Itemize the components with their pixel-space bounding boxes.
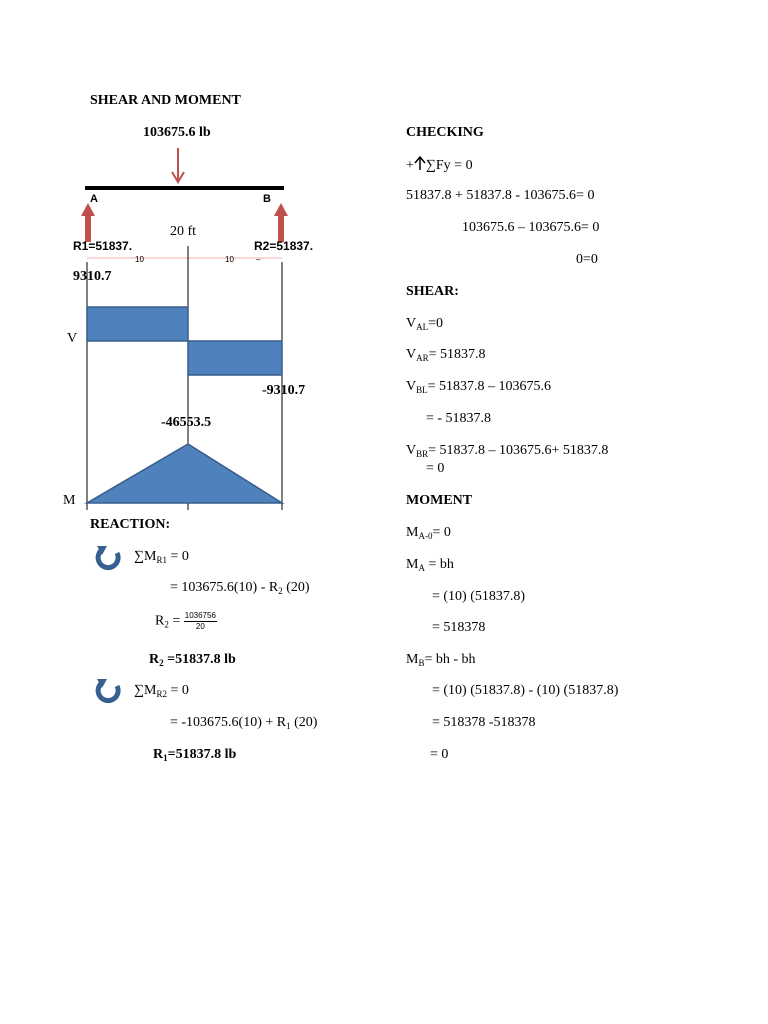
sum-moment-r1: $\sum M_{R1} = 0$ [134, 549, 189, 565]
equation-r2: = $-103675.6(10) + R_1$ (20) [170, 715, 318, 731]
moment-ma0: $M_{A-0}= 0$ [406, 525, 451, 541]
shear-vbl-result: = - 51837.8 [426, 411, 492, 426]
sum-fy: + ∑Fy = 0 [406, 158, 473, 173]
load-arrow [172, 148, 184, 182]
moment-mb-diff: = 518378 -518378 [432, 715, 536, 730]
moment-triangle [87, 444, 282, 503]
reaction-arrow-b [274, 203, 288, 242]
r2-label: R2=51837. [254, 239, 314, 253]
checking-line-1: 51837.8 + 51837.8 - 103675.6= 0 [406, 188, 595, 203]
moment-heading: MOMENT [406, 493, 473, 508]
dim-left-label: 10 [135, 255, 144, 264]
r2-result: $R_2 =51837.8$ lb [149, 652, 236, 668]
checking-line-3: 0=0 [576, 252, 598, 267]
moment-peak-value: -46553.5 [161, 415, 212, 430]
r2-fraction: $R_2$ = $\frac{1036756}{20}$ [155, 611, 216, 631]
shear-var: $V_{AR}= 51837.8$ [406, 347, 486, 363]
checking-heading: CHECKING [406, 125, 484, 140]
shear-block-negative [188, 341, 282, 375]
shear-vbr: $V_{BR}= 51837.8 - 103675.6+ 51837.8$ [406, 443, 609, 459]
checking-line-2: 103675.6 – 103675.6= 0 [462, 220, 600, 235]
moment-ma-calc: = (10) (51837.8) [432, 589, 526, 604]
moment-mb: $M_B=$ bh - bh [406, 652, 476, 668]
moment-ma: $M_A$ = bh [406, 557, 454, 573]
dim-right-label: 10 [225, 255, 234, 264]
reaction-heading: REACTION: [90, 517, 171, 532]
shear-vbl: $V_{BL}= 51837.8 - 103675.6$ [406, 379, 552, 395]
moment-ma-result: = 518378 [432, 620, 486, 635]
shear-negative-value: -9310.7 [262, 383, 306, 398]
rotate-ccw-icon [93, 543, 123, 573]
moment-mb-calc: = (10) (51837.8) - (10) (51837.8) [432, 683, 619, 698]
arrow-up-icon [414, 156, 426, 170]
sum-moment-r2: $\sum M_{R2} = 0$ [134, 683, 189, 699]
support-b-label: B [263, 193, 271, 205]
dim-tick: – [256, 255, 261, 264]
r1-label: R1=51837. [73, 239, 133, 253]
r1-result: $R_1=51837.8$ lb [153, 747, 237, 763]
equation-r1: = $103675.6(10) - R_2$ (20) [170, 580, 310, 596]
shear-val: $V_{AL}=0$ [406, 316, 444, 332]
shear-vbr-result: = 0 [426, 461, 445, 476]
shear-heading: SHEAR: [406, 284, 459, 299]
shear-axis-label: V [67, 331, 78, 346]
moment-mb-result: = 0 [430, 747, 449, 762]
load-label: 103675.6 lb [143, 125, 211, 140]
reaction-arrow-a [81, 203, 95, 242]
page-title: SHEAR AND MOMENT [90, 93, 241, 108]
rotate-ccw-icon [93, 676, 123, 706]
support-a-label: A [90, 193, 98, 205]
moment-axis-label: M [63, 493, 76, 508]
span-label: 20 ft [170, 224, 197, 239]
shear-positive-value: 9310.7 [73, 269, 112, 284]
shear-block-positive [87, 307, 188, 341]
